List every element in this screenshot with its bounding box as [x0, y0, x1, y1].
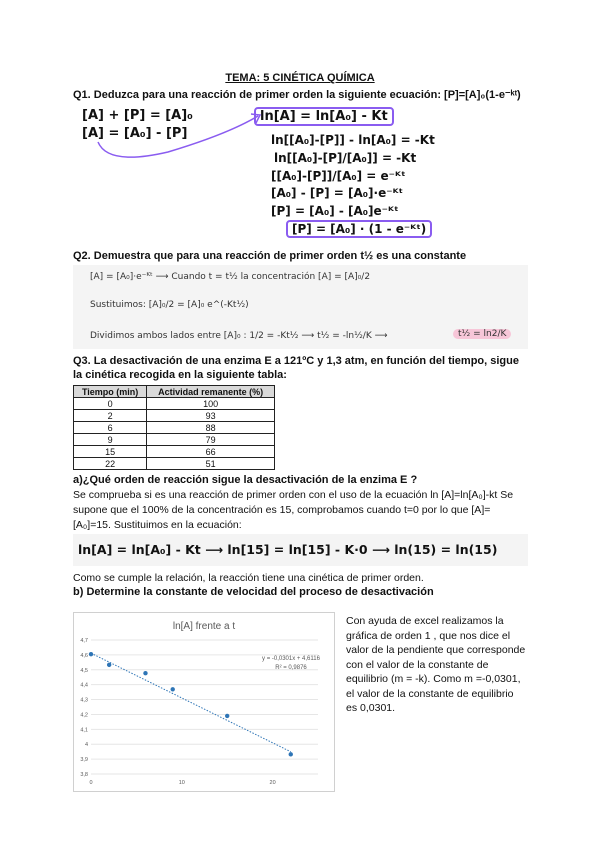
table-row [74, 458, 275, 470]
q1-step-1: ln[[A₀]-[P]] - ln[A₀] = -Kt [271, 133, 435, 147]
y-tick-label: 4,2 [80, 712, 88, 719]
cell-time: 6 [74, 422, 147, 434]
trendline-r2: R² = 0,9876 [275, 665, 307, 671]
cell-activity: 100 [147, 398, 275, 410]
q1-final-equation: [P] = [A₀] · (1 - e⁻ᴷᵗ) [286, 220, 432, 238]
q3-heading: Q3. La desactivación de una enzima E a 121ºC y 1,3 atm, en función del tiempo, sigue la cinética recogida en la siguiente tabla: [73, 355, 519, 381]
q1-step-4: [A₀] - [P] = [A₀]·e⁻ᴷᵗ [271, 186, 404, 200]
q1-left-line-2: [A] = [A₀] - [P] [82, 126, 188, 141]
x-tick-label: 10 [178, 780, 185, 786]
cell-time: 9 [74, 434, 147, 446]
table-row [74, 434, 275, 446]
cell-activity: 66 [147, 446, 275, 458]
cell-time: 22 [74, 458, 147, 470]
q2-line-1: [A] = [A₀]·e⁻ᴷᵗ ⟶ Cuando t = t½ la concentración [A] = [A]₀/2 [90, 272, 371, 282]
ln-a-vs-t-chart [73, 612, 335, 792]
data-point [107, 663, 111, 667]
q1-step-3: [[A₀]-[P]]/[A₀] = e⁻ᴷᵗ [271, 169, 406, 183]
col-header-activity: Actividad remanente (%) [147, 386, 275, 398]
y-tick-label: 4,6 [80, 652, 88, 659]
q1-step-5: [P] = [A₀] - [A₀]e⁻ᴷᵗ [271, 204, 399, 218]
x-tick-label: 0 [89, 780, 93, 786]
table-row [74, 446, 275, 458]
q1-boxed-equation: ln[A] = ln[A₀] - Kt [254, 107, 394, 126]
q1-arrow [88, 104, 268, 164]
q1-heading: Q1. Deduzca para una reacción de primer orden la siguiente ecuación: [P]=[A]₀(1-e⁻ᵏᵗ) [73, 89, 521, 101]
chart-title: ln[A] frente a t [172, 621, 236, 632]
q2-heading: Q2. Demuestra que para una reacción de primer orden t½ es una constante [73, 250, 467, 262]
y-tick-label: 4,3 [80, 697, 88, 704]
y-tick-label: 4,5 [80, 667, 88, 674]
cell-time: 2 [74, 410, 147, 422]
y-tick-label: 4,1 [80, 727, 88, 734]
q2-result-highlight: t½ = ln2/K [453, 329, 511, 339]
table-row [74, 422, 275, 434]
q3a-handwritten-equation: ln[A] = ln[A₀] - Kt ⟶ ln[15] = ln[15] - K·0 ⟶ ln(15) = ln(15) [78, 542, 498, 557]
cell-time: 15 [74, 446, 147, 458]
cell-activity: 51 [147, 458, 275, 470]
data-point [289, 752, 293, 756]
y-tick-label: 3,8 [80, 772, 88, 778]
q1-left-line-1: [A] + [P] = [A]₀ [82, 108, 193, 123]
cell-activity: 79 [147, 434, 275, 446]
table-row [74, 398, 275, 410]
q3a-text: Se comprueba si es una reacción de primer orden con el uso de la ecuación ln [A]=ln[A₀]-kt Se supone que el 100% de la concentración es 15, comprobamos cuando t=0 por lo que [A]=[A₀]=15. Sustituimos en la ecuación: [73, 489, 514, 531]
activity-table [73, 385, 275, 470]
chart-frame [74, 613, 335, 792]
page-title: TEMA: 5 CINÉTICA QUÍMICA [225, 72, 375, 84]
y-tick-label: 4 [84, 742, 88, 749]
col-header-time: Tiempo (min) [74, 386, 147, 398]
q1-step-2: ln[[A₀]-[P]/[A₀]] = -Kt [274, 151, 417, 165]
y-tick-label: 4,7 [80, 638, 88, 644]
trendline-equation: y = -0,0301x + 4,6116 [262, 656, 320, 662]
data-point [171, 687, 175, 691]
q2-line-3: Dividimos ambos lados entre [A]₀ : 1/2 = -Kt½ ⟶ t½ = -ln½/K ⟶ [90, 331, 388, 341]
q3a-heading: a)¿Qué orden de reacción sigue la desactivación de la enzima E ? [73, 474, 418, 486]
cell-activity: 88 [147, 422, 275, 434]
y-tick-label: 4,4 [80, 682, 88, 689]
cell-activity: 93 [147, 410, 275, 422]
data-point [89, 652, 93, 656]
table-header-row [74, 386, 275, 398]
q2-line-2: Sustituimos: [A]₀/2 = [A]₀ e^(-Kt½) [90, 300, 249, 310]
x-tick-label: 20 [269, 780, 276, 786]
y-tick-label: 3,9 [80, 757, 88, 764]
q3b-heading: b) Determine la constante de velocidad del proceso de desactivación [73, 586, 434, 598]
table-row [74, 410, 275, 422]
cell-time: 0 [74, 398, 147, 410]
q3b-explanation: Con ayuda de excel realizamos la gráfica de orden 1 , que nos dice el valor de la pendiente que corresponde con el valor de la constante de equilibrio (m = -k). Como m =-0,0301, el valor de la constante de equilibrio es 0,0301. [346, 615, 526, 714]
data-point [143, 671, 147, 675]
data-point [225, 714, 229, 718]
q3a-conclusion: Como se cumple la relación, la reacción tiene una cinética de primer orden. [73, 572, 424, 584]
